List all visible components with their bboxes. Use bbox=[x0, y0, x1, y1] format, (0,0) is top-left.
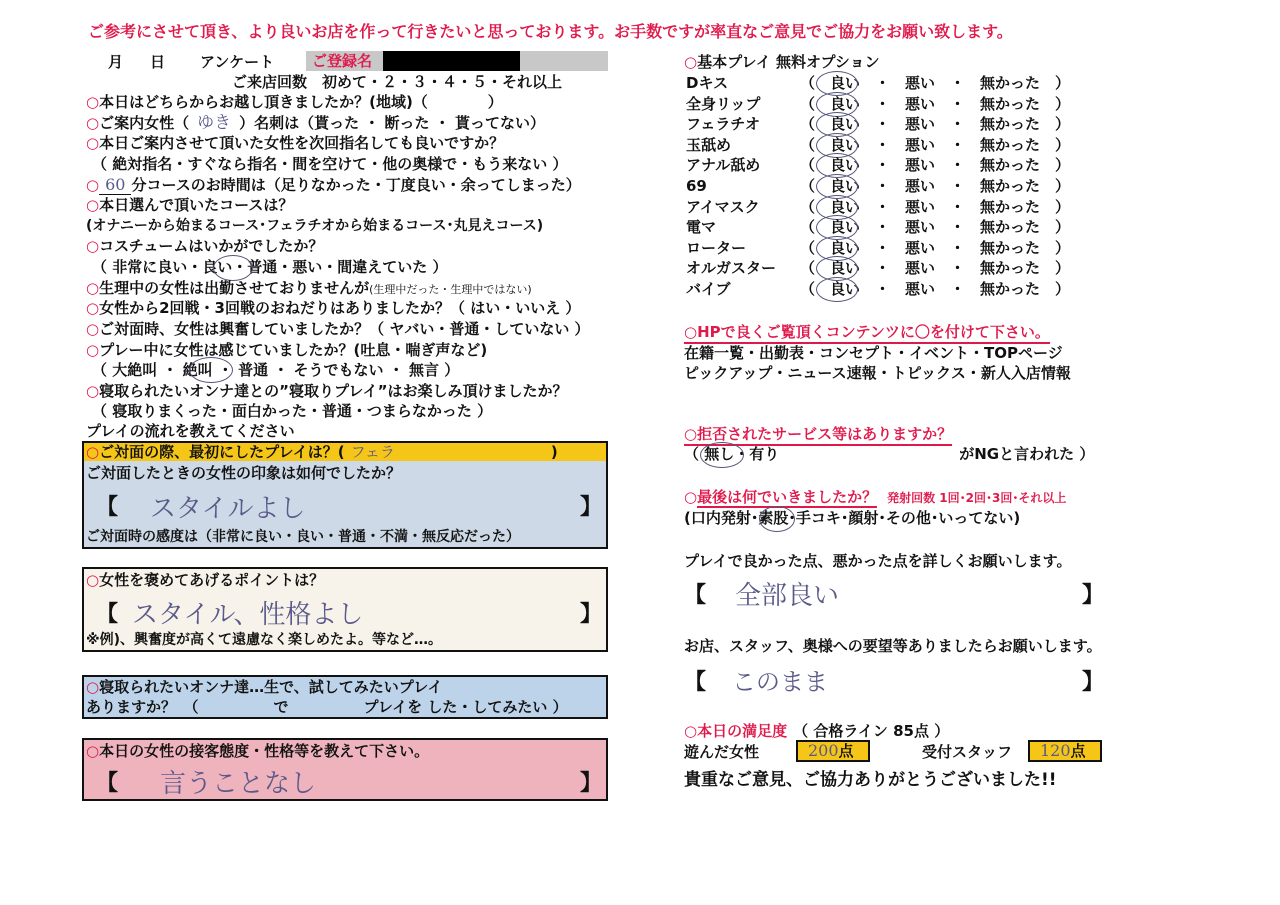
circle-mark bbox=[816, 277, 858, 302]
option-choices: （ 良い ・ 悪い ・ 無かった ） bbox=[800, 115, 1071, 134]
header-notice: ご参考にさせて頂き、より良いお店を作って行きたいと思っております。お手数ですが率直なご意見でご協力をお願い致します。 bbox=[88, 22, 1013, 41]
option-name: 電マ bbox=[686, 218, 717, 237]
option-name: フェラチオ bbox=[686, 115, 760, 134]
a-felt: （ 大絶叫 ・ 絶叫 ・ 普通 ・ そうでもない ・ 無言 ） bbox=[92, 361, 460, 379]
request-handwritten: このまま bbox=[732, 668, 828, 696]
bracket-open: 【 bbox=[96, 602, 119, 627]
option-name: 全身リップ bbox=[686, 94, 761, 113]
q-course-choice: ○本日選んで頂いたコースは？ bbox=[86, 196, 294, 214]
staff-label: 受付スタッフ bbox=[922, 743, 1013, 761]
bracket-close: 】 bbox=[1082, 583, 1105, 608]
flow-title: プレイの流れを教えてください bbox=[86, 422, 295, 440]
guide-name-handwritten: ゆき bbox=[197, 113, 232, 133]
first-play-question: ○ご対面の際、最初にしたプレイは？( フェラ ) bbox=[86, 443, 558, 461]
thanks: 貴重なご意見、ご協力ありがとうございました!! bbox=[684, 770, 1057, 790]
option-name: アナル舐め bbox=[686, 156, 761, 175]
bracket-close: 】 bbox=[1082, 670, 1105, 695]
satisfaction-title: ○本日の満足度 （ 合格ライン 85点 ） bbox=[684, 722, 950, 740]
date-day: 日 bbox=[150, 53, 166, 71]
good-bad-handwritten: 全部良い bbox=[735, 581, 840, 611]
a-costume: （ 非常に良い・良い・普通・悪い・間違えていた ） bbox=[92, 258, 448, 276]
option-choices: （ 良い ・ 悪い ・ 無かった ） bbox=[800, 280, 1071, 298]
q-costume: ○コスチュームはいかがでしたか？ bbox=[86, 237, 324, 255]
finish-title: ○最後は何でいきましたか？ 発射回数 1回･2回･3回･それ以上 bbox=[684, 488, 1067, 506]
q-excited: ○ご対面時、女性は興奮していましたか？（ ヤバい・普通・していない ） bbox=[86, 320, 590, 338]
bracket-open: 【 bbox=[684, 583, 707, 608]
option-choices: （ 良い ・ 悪い ・ 無かった ） bbox=[800, 156, 1071, 175]
sensitivity-question: ご対面時の感度は（非常に良い・良い・普通・不満・無反応だった） bbox=[86, 529, 520, 545]
date-month: 月 bbox=[108, 53, 124, 71]
a-next: （ 絶対指名・すぐなら指名・間を空けて・他の奥様で・もう来ない ） bbox=[92, 155, 568, 173]
bracket-open: 【 bbox=[96, 771, 119, 796]
bracket-close: 】 bbox=[580, 771, 603, 796]
q-course: ○ 60 分コースのお時間は（足りなかった・丁度良い・余ってしまった） bbox=[86, 175, 581, 194]
option-name: 玉舐め bbox=[686, 135, 732, 154]
hp-line-1: 在籍一覧・出勤表・コンセプト・イベント・TOPページ bbox=[684, 344, 1063, 362]
q-netorare: ○寝取られたいオンナ達との”寝取りプレイ”はお楽しみ頂けましたか？ bbox=[86, 382, 568, 400]
try-play-answer: ありますか？ （ で プレイを した・してみたい ） bbox=[86, 698, 568, 716]
bracket-open: 【 bbox=[684, 670, 707, 695]
option-choices: （ 良い ・ 悪い ・ 無かった ） bbox=[800, 218, 1071, 237]
option-choices: （ 良い ・ 悪い ・ 無かった ） bbox=[800, 135, 1071, 154]
q-area: ○本日はどちらからお越し頂きましたか？(地域)（ ） bbox=[86, 93, 503, 111]
request-question: お店、スタッフ、奥様への要望等ありましたらお願いします。 bbox=[684, 637, 1102, 655]
option-choices: （ 良い ・ 悪い ・ 無かった ） bbox=[800, 197, 1071, 216]
circle-mark bbox=[759, 506, 795, 532]
bracket-close: 】 bbox=[580, 495, 603, 520]
attitude-question: ○本日の女性の接客態度・性格等を教えて下さい。 bbox=[86, 742, 430, 760]
hp-title: ○HPで良くご覧頂くコンテンツに〇を付けて下さい。 bbox=[684, 322, 1050, 344]
option-name: ローター bbox=[686, 238, 747, 257]
finish-options: (口内発射･素股･手コキ･顔射･その他･いってない) bbox=[684, 509, 1021, 527]
q-guide: ○ご案内女性（ ゆき ）名刺は（貰った ・ 断った ・ 貰ってない） bbox=[86, 113, 546, 133]
hp-line-2: ピックアップ・ニュース速報・トピックス・新人入店情報 bbox=[684, 364, 1071, 382]
course-minutes-handwritten: 60 bbox=[99, 175, 131, 195]
visit-count: ご来店回数 初めて・２・３・４・５・それ以上 bbox=[232, 73, 563, 91]
registered-name-label: ご登録名 bbox=[312, 52, 373, 70]
option-name: オルガスター bbox=[686, 259, 777, 278]
staff-score: 120点 bbox=[1040, 741, 1086, 760]
option-name: Dキス bbox=[686, 74, 729, 92]
q-period: ○生理中の女性は出勤させておりませんが(生理中だった・生理中ではない) bbox=[86, 279, 532, 297]
good-bad-question: プレイで良かった点、悪かった点を詳しくお願いします。 bbox=[684, 552, 1072, 570]
impression-handwritten: スタイルよし bbox=[150, 494, 306, 524]
redacted-name bbox=[383, 51, 520, 71]
a-course-choice: (オナニーから始まるコース･フェラチオから始まるコース･丸見えコース) bbox=[86, 218, 544, 234]
circle-mark bbox=[189, 357, 233, 383]
praise-question: ○女性を褒めてあげるポイントは？ bbox=[86, 571, 325, 589]
refused-answer: （ 無し・有り がNGと言われた ） bbox=[684, 445, 1095, 463]
attitude-handwritten: 言うことなし bbox=[160, 769, 317, 799]
bracket-close: 】 bbox=[580, 602, 603, 627]
option-choices: （ 良い ・ 悪い ・ 無かった ） bbox=[800, 74, 1071, 92]
option-choices: （ 良い ・ 悪い ・ 無かった ） bbox=[800, 238, 1071, 257]
q-felt: ○プレー中に女性は感じていましたか？(吐息・喘ぎ声など) bbox=[86, 341, 488, 359]
played-score: 200点 bbox=[808, 741, 854, 760]
try-play-question: ○寝取られたいオンナ達…生で、試してみたいプレイ bbox=[86, 678, 443, 696]
praise-note: ※例)、興奮度が高くて遠慮なく楽しめたよ。等など…。 bbox=[86, 632, 443, 648]
option-name: 69 bbox=[686, 177, 707, 195]
a-netorare: （ 寝取りまくった・面白かった・普通・つまらなかった ） bbox=[92, 402, 493, 420]
played-girl-label: 遊んだ女性 bbox=[684, 743, 760, 761]
option-name: バイブ bbox=[686, 280, 731, 298]
impression-question: ご対面したときの女性の印象は如何でしたか？ bbox=[86, 464, 402, 482]
option-choices: （ 良い ・ 悪い ・ 無かった ） bbox=[800, 259, 1071, 278]
circle-mark bbox=[700, 442, 744, 468]
option-name: アイマスク bbox=[686, 197, 760, 216]
q-round2: ○女性から2回戦・3回戦のおねだりはありましたか？（ はい・いいえ ） bbox=[86, 299, 581, 317]
options-title: ○基本プレイ 無料オプション bbox=[684, 53, 880, 71]
q-next: ○本日ご案内させて頂いた女性を次回指名しても良いですか？ bbox=[86, 134, 505, 152]
option-choices: （ 良い ・ 悪い ・ 無かった ） bbox=[800, 94, 1071, 113]
survey-label: アンケート bbox=[200, 53, 275, 71]
refused-title: ○拒否されたサービス等はありますか？ bbox=[684, 424, 952, 446]
option-choices: （ 良い ・ 悪い ・ 無かった ） bbox=[800, 177, 1071, 195]
first-play-handwritten: フェラ bbox=[350, 443, 395, 461]
bracket-open: 【 bbox=[96, 495, 119, 520]
praise-handwritten: スタイル、性格よし bbox=[132, 600, 364, 630]
